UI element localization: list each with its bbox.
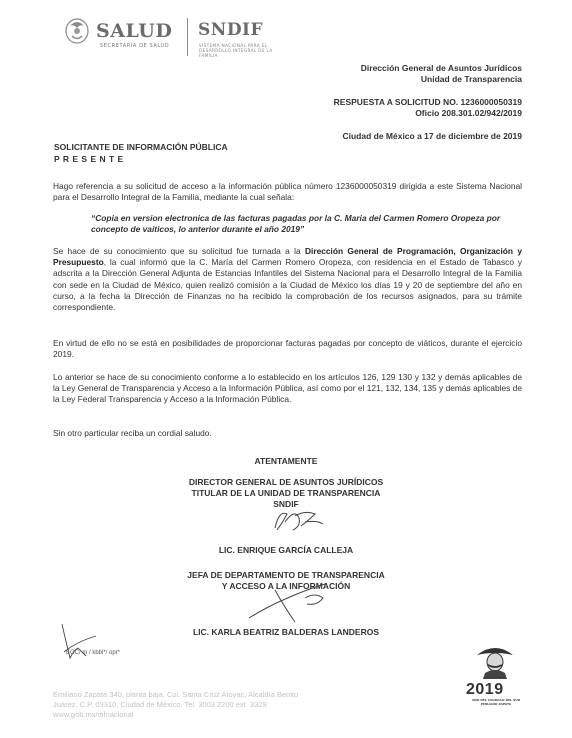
mexico-eagle-emblem-icon (63, 14, 91, 46)
signer-title-2: TITULAR DE LA UNIDAD DE TRANSPARENCIA (191, 488, 381, 498)
paragraph-legal: Lo anterior se hace de su conocimiento conforme a lo establecido en los artículos 126, 129 130 y 132 y demás aplicables de la Ley General de Transparencia y Acceso a la Información Pública, así como por el 121, 132, 134, 135 y demás aplicables de la Ley Federal Transparencia y Acceso a la Información Pública. (53, 372, 522, 405)
signature-2-image (245, 578, 355, 628)
recipient-line: SOLICITANTE DE INFORMACIÓN PÚBLICA (54, 142, 228, 152)
zapata-portrait-icon (475, 643, 515, 679)
logo-divider (187, 18, 188, 56)
year-badge: 2019 (466, 681, 504, 698)
signer-title-1: DIRECTOR GENERAL DE ASUNTOS JURÍDICOS (188, 477, 384, 487)
footer-line-1: Emiliano Zapata 340, planta baja, Col. Santa Cruz Atoyac, Alcaldía Benito (53, 690, 299, 699)
oficio-line: Oficio 208.301.02/942/2019 (415, 108, 522, 118)
footer-line-2: Juárez, C.P. 03310, Ciudad de México. Tel. 3003 2200 ext. 3329 (53, 700, 267, 709)
paragraph-closing: Sin otro particular reciba un cordial saludo. (53, 428, 212, 438)
signer-title-4: JEFA DE DEPARTAMENTO DE TRANSPARENCIA (187, 570, 385, 580)
footer-address (53, 690, 343, 720)
unidad-line: Unidad de Transparencia (420, 74, 522, 84)
respuesta-line: RESPUESTA A SOLICITUD NO. 1236000050319 (333, 97, 522, 107)
initials-line: EGC/ m / kbbl*/ opr* (66, 650, 121, 656)
initials-scribble-image (56, 622, 116, 662)
presente-line: P R E S E N T E (54, 154, 124, 164)
paragraph-virtud: En virtud de ello no se está en posibilidades de proporcionar facturas pagadas por concepto de viáticos, durante el ejercicio 2019. (53, 338, 522, 360)
signer-title-3: SNDIF (273, 499, 299, 509)
salud-logo-text: SALUD (96, 20, 173, 42)
request-quote: “Copia en version electronica de las facturas pagadas por la C. Maria del Carmen Romero Oropeza por concepto de vaiticos, lo anterior durante el año 2019” (91, 213, 501, 235)
salud-logo-subtitle: SECRETARÍA DE SALUD (100, 43, 170, 49)
year-badge-caption: AÑO DEL CAUDILLO DEL SUR EMILIANO ZAPATA (471, 698, 521, 706)
date-line: Ciudad de México a 17 de diciembre de 2019 (342, 131, 522, 141)
signer-title-5: Y ACCESO A LA INFORMACIÓN (221, 581, 351, 591)
sndif-logo-subtitle: SISTEMA NACIONAL PARA EL DESARROLLO INTEGRAL DE LA FAMILIA (199, 44, 273, 60)
atentamente-line: ATENTAMENTE (254, 456, 318, 466)
direccion-line: Dirección General de Asuntos Jurídicos (360, 63, 522, 73)
signature-1-image (265, 500, 335, 540)
paragraph-turnada: Se hace de su conocimiento que su solicitud fue turnada a la Dirección General de Programación, Organización y Presupuesto, la cual informó que la C. María del Carmen Romero Oropeza, con residencia en el Estado de Tabasco y adscrita a la Dirección General Adjunta de Estancias Infantiles del Sistema Nacional para el Desarrollo Integral de la Familia con sede en la Ciudad de México, quien realizó comisión a la Ciudad de México los días 19 y 20 de septiembre del año en curso, a la fecha la Dirección de Finanzas no ha recibido la comprobación de los recursos asignados, para su trámite correspondiente. (53, 246, 522, 313)
footer-line-3: www.gob.mx/difnacional (53, 710, 134, 719)
paragraph-intro: Hago referencia a su solicitud de acceso a la información pública número 1236000050319 dirigida a este Sistema Nacional para el Desarrollo Integral de la Familia, mediante la cual señala: (53, 181, 522, 203)
signer-name-2: LIC. KARLA BEATRIZ BALDERAS LANDEROS (192, 627, 380, 637)
signer-name-1: LIC. ENRIQUE GARCÍA CALLEJA (218, 545, 354, 555)
sndif-logo-text: SNDIF (198, 20, 264, 40)
